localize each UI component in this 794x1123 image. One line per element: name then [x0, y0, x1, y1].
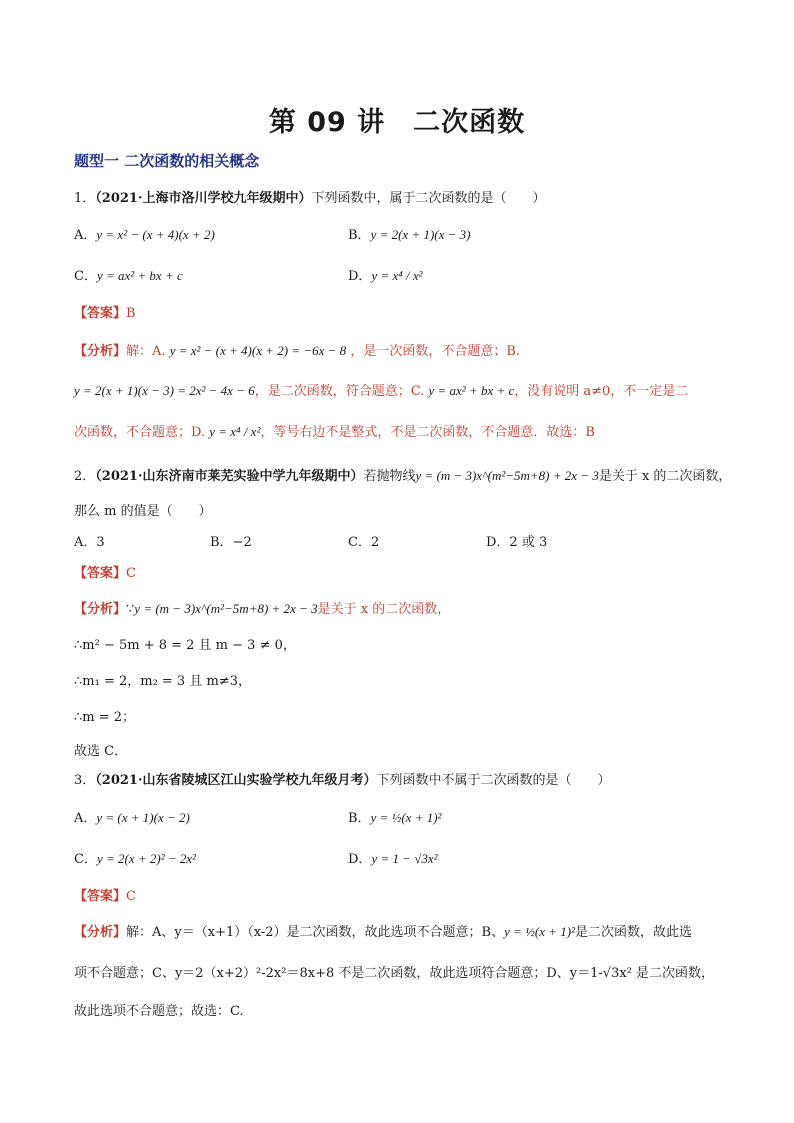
analysis-line-5: 故选 C． [74, 744, 128, 759]
analysis-text: ，没有说明 a≠0，不一定是二 [514, 384, 689, 399]
option-expression: y = 2(x + 1)(x − 3) [370, 227, 471, 242]
option-expression: y = x² − (x + 4)(x + 2) [96, 227, 215, 242]
section-heading: 题型一 二次函数的相关概念 [74, 152, 260, 170]
question-stem: 下列函数中，属于二次函数的是（ ） [311, 191, 546, 206]
question-stem: 若抛物线 [363, 469, 416, 484]
analysis-text: ，是一次函数，不合题意；B. [350, 344, 520, 359]
option-c [74, 848, 196, 867]
analysis-line-3 [74, 421, 595, 440]
question-number: 3． [74, 773, 96, 788]
analysis-text: ，是二次函数，符合题意；C. [254, 384, 425, 399]
question-3 [74, 769, 611, 788]
option-label: A． [74, 228, 97, 243]
question-number: 2． [74, 469, 96, 484]
question-source: （2021·上海市洛川学校九年级期中） [95, 191, 312, 206]
answer-line [74, 302, 136, 321]
analysis-line-1 [74, 921, 692, 940]
analysis-expression: y = x² − (x + 4)(x + 2) = −6x − 8 [169, 343, 347, 358]
analysis-line-3: 故此选项不合题意；故选：C. [74, 1004, 244, 1019]
option-label: B． [348, 228, 371, 243]
option-c [74, 265, 183, 284]
analysis-expression: y = (m − 3)x^(m²−5m+8) + 2x − 3 [134, 601, 318, 616]
analysis-line-2 [74, 380, 688, 399]
option-label: D． [348, 269, 372, 284]
analysis-expression: y = ax² + bx + c [428, 383, 515, 398]
option-label: C． [74, 269, 97, 284]
option-label: A． [74, 811, 97, 826]
analysis-expression: y = 2(x + 1)(x − 3) = 2x² − 4x − 6 [74, 383, 255, 398]
answer-line [74, 885, 136, 904]
analysis-line-2: 项不合题意；C、y＝2（x+2）²-2x²＝8x+8 不是二次函数，故此选项符合题意；D、y＝1-√3x² 是二次函数， [74, 966, 715, 981]
analysis-line-2: ∴m² − 5m + 8 = 2 且 m − 3 ≠ 0， [74, 638, 296, 653]
option-expression: y = 2(x + 2)² − 2x² [96, 851, 197, 866]
option-b [348, 807, 441, 826]
analysis-text: 次函数，不合题意；D. [74, 425, 206, 440]
answer-line [74, 562, 136, 581]
question-stem: 是关于 x 的二次函数， [598, 469, 732, 484]
analysis-expression: y = x⁴ / x² [209, 424, 261, 439]
option-a: A．3 [74, 535, 105, 550]
option-expression: y = ax² + bx + c [96, 268, 183, 283]
answer-value: B [126, 306, 136, 321]
analysis-expression: y = ½(x + 1)² [504, 924, 575, 939]
answer-label: 【答案】 [74, 566, 127, 581]
analysis-line-4: ∴m = 2； [74, 710, 136, 725]
answer-label: 【答案】 [74, 306, 127, 321]
option-label: D． [348, 852, 372, 867]
analysis-label: 【分析】 [74, 602, 127, 617]
option-c: C．2 [348, 535, 380, 550]
option-a [74, 224, 215, 243]
analysis-text: ∵ [126, 602, 135, 617]
answer-value: C [126, 566, 136, 581]
analysis-text: 是关于 x 的二次函数， [317, 602, 451, 617]
analysis-text: 解：A. [126, 344, 166, 359]
question-expression: y = (m − 3)x^(m²−5m+8) + 2x − 3 [415, 468, 599, 483]
analysis-line-1 [74, 598, 450, 617]
analysis-line-1 [74, 340, 520, 359]
option-expression: y = x⁴ / x² [371, 268, 423, 283]
option-b [348, 224, 471, 243]
analysis-text: ，等号右边不是整式，不是二次函数，不合题意．故选：B [260, 425, 595, 440]
option-b: B．−2 [210, 535, 252, 550]
question-source: （2021·山东省陵城区江山实验学校九年级月考） [95, 773, 377, 788]
option-d [348, 265, 423, 284]
option-d [348, 848, 438, 867]
option-a [74, 807, 190, 826]
analysis-text: 是二次函数，故此选 [574, 925, 692, 940]
analysis-label: 【分析】 [74, 925, 127, 940]
question-1 [74, 187, 546, 206]
question-number: 1． [74, 191, 96, 206]
answer-label: 【答案】 [74, 889, 127, 904]
option-label: C． [74, 852, 97, 867]
analysis-label: 【分析】 [74, 344, 127, 359]
answer-value: C [126, 889, 136, 904]
analysis-text: 解：A、y＝（x+1）（x-2）是二次函数，故此选项不合题意；B、 [126, 925, 505, 940]
option-label: B． [348, 811, 371, 826]
question-source: （2021·山东济南市莱芜实验中学九年级期中） [95, 469, 364, 484]
option-expression: y = (x + 1)(x − 2) [96, 810, 190, 825]
question-stem: 下列函数中不属于二次函数的是（ ） [376, 773, 611, 788]
option-d: D．2 或 3 [486, 535, 548, 550]
page-title: 第 09 讲 二次函数 [268, 107, 526, 138]
question-2-line-2: 那么 m 的值是（ ） [74, 504, 212, 519]
question-2 [74, 465, 731, 484]
option-expression: y = 1 − √3x² [371, 851, 438, 866]
option-expression: y = ½(x + 1)² [370, 810, 442, 825]
analysis-line-3: ∴m₁ = 2，m₂ = 3 且 m≠3， [74, 674, 251, 689]
